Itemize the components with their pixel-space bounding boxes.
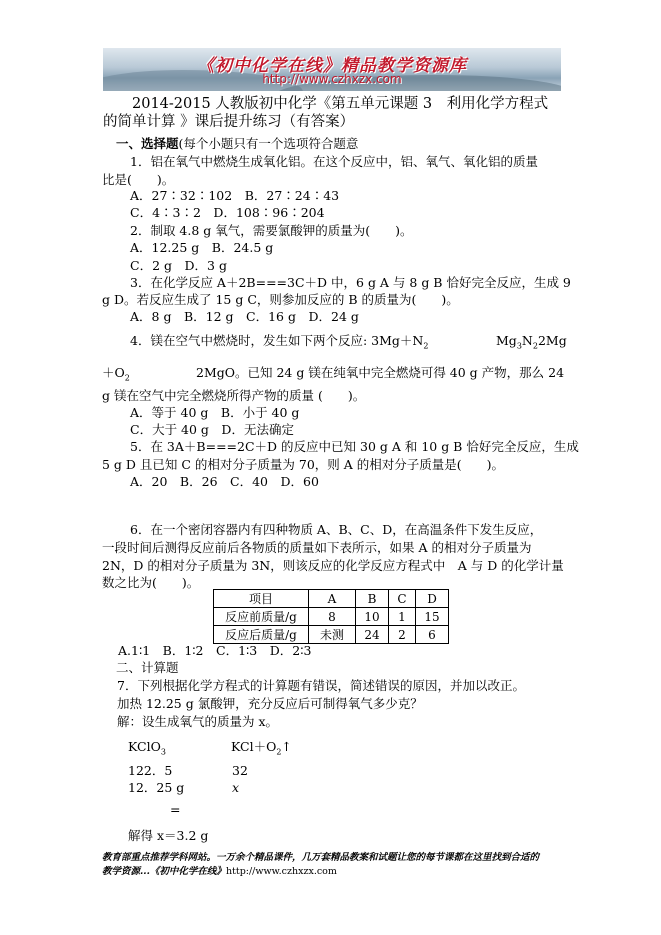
table-header-cell: 项目 [214,590,309,608]
section1-note: (每个小题只有一个选项符合题意 [178,136,359,151]
banner-title: 《初中化学在线》精品教学资源库 [197,56,467,76]
q7-result: 解得 x＝3.2 g [128,828,209,843]
footer-site-name: 教学资源...《初中化学在线》 [102,866,226,877]
table-cell: 6 [416,626,449,644]
q7-molar-mass-1: 122．5 [128,763,173,778]
table-header-cell: C [389,590,416,608]
q6-line3: 2N，D 的相对分子质量为 3N，则该反应的化学反应方程式中 A 与 D 的化学计量 [102,558,564,573]
table-header-cell: B [356,590,389,608]
q4-line1-sub: 2 [423,341,429,351]
q7-eq-kclo: KClO [128,739,161,754]
table-cell: 15 [416,608,449,626]
q3-options: A．8 g B．12 g C．16 g D．24 g [130,309,359,324]
q6-line4: 数之比为( )。 [102,575,200,590]
table-header-row [214,590,449,608]
doc-title-line2: 的简单计算 》课后提升练习（有答案） [103,114,355,130]
q6-line1: 6．在一个密闭容器内有四种物质 A、B、C、D，在高温条件下发生反应， [130,522,543,537]
table-cell: 24 [356,626,389,644]
q2-options-1: A．12.25 g B．24.5 g [130,240,274,255]
q7-eq-sub3: 3 [160,747,166,757]
table-cell: 反应后质量/g [214,626,309,644]
q4-options-2: C．大于 40 g D．无法确定 [130,422,294,437]
q4-line2-sub: 2 [124,373,130,383]
table-header-cell: A [309,590,356,608]
q7-equals: = [170,802,181,817]
banner-url-link[interactable]: http://www.czhxzx.com [262,72,402,86]
q7-molar-mass-2: 32 [232,763,248,778]
q4-product-sub1: 3 [516,341,522,351]
q1-line2: 比是( )。 [102,172,175,187]
q7-unknown: x [232,780,240,795]
q4-line3: g 镁在空气中完全燃烧所得产物的质量 ( )。 [102,388,366,403]
q4-line1-text: 4．镁在空气中燃烧时，发生如下两个反应: 3Mg＋N [130,333,424,348]
q4-product-n: N [521,333,533,348]
q1-line1: 1．铝在氧气中燃烧生成氧化铝。在这个反应中，铝、氧气、氧化铝的质量 [130,154,538,169]
q3-line2: g D。若反应生成了 15 g C，则参加反应的 B 的质量为( )。 [102,292,459,307]
table-row [214,626,449,644]
table-row [214,608,449,626]
q4-line2-o: ＋O [102,365,125,380]
table-cell: 反应前质量/g [214,608,309,626]
q6-line2: 一段时间后测得反应前后各物质的质量如下表所示，如果 A 的相对分子质量为 [102,540,532,555]
table-header-cell: D [416,590,449,608]
footer-url-link[interactable]: http://www.czhxzx.com [225,866,337,877]
q7-line1: 7．下列根据化学方程式的计算题有错误，简述错误的原因，并加以改正。 [117,678,525,693]
table-cell: 2 [389,626,416,644]
header-banner [103,48,561,91]
section1-heading: 一、选择题 [116,136,179,151]
q4-product-formula [496,334,567,354]
q7-solution-intro: 解：设生成氧气的质量为 x。 [117,714,279,729]
doc-title-line1: 2014-2015 人教版初中化学《第五单元课题 3 利用化学方程式 [132,96,549,112]
q7-line2: 加热 12.25 g 氯酸钾，充分反应后可制得氧气多少克？ [117,696,423,711]
q1-options-2: C．4∶3∶2 D．108∶96∶204 [130,205,325,220]
q5-line2: 5 g D 且已知 C 的相对分子质量为 70，则 A 的相对分子质量是( )。 [102,457,505,472]
q7-equation-right [231,740,292,760]
q4-options-1: A．等于 40 g B．小于 40 g [130,405,300,420]
q4-line2-rest: 2MgO。已知 24 g 镁在纯氧中完全燃烧可得 40 g 产物，那么 24 [196,365,565,380]
footer-line1: 教育部重点推荐学科网站。一万余个精品课件，几万套精品教案和试题让您的每节课都在这里找到合适的 [102,852,540,863]
q2-line1: 2．制取 4.8 g 氧气，需要氯酸钾的质量为( )。 [130,223,413,238]
q4-product-mg: Mg [496,333,517,348]
q4-line2-start [102,366,130,386]
q2-options-2: C．2 g D．3 g [130,258,227,273]
section2-heading: 二、计算题 [116,660,179,675]
table-cell: 未测 [309,626,356,644]
q5-options: A．20 B．26 C．40 D．60 [130,474,319,489]
q7-given-mass: 12．25 g [128,780,185,795]
q7-equation-left [128,740,166,760]
q4-line1 [130,334,428,354]
q4-product-sub2: 2 [532,341,538,351]
table-cell: 10 [356,608,389,626]
footer-line2 [102,865,572,879]
q6-options: A.1∶1 B．1∶2 C．1∶3 D．2∶3 [118,643,312,658]
q7-eq-arrow: ↑ [281,739,292,754]
q5-line1: 5．在 3A＋B===2C＋D 的反应中已知 30 g A 和 10 g B 恰好完全反应，生成 [130,439,579,454]
table-cell: 8 [309,608,356,626]
q7-eq-sub2: 2 [276,747,282,757]
q3-line1: 3．在化学反应 A＋2B===3C＋D 中，6 g A 与 8 g B 恰好完全反应，生成 9 [130,275,571,290]
section1-heading-row [116,137,358,151]
q1-options-1: A．27∶32∶102 B．27∶24∶43 [130,188,340,203]
table-cell: 1 [389,608,416,626]
q4-product-end: 2Mg [537,333,567,348]
footer-ad [102,851,572,879]
q7-eq-kcl-o: KCl＋O [231,739,277,754]
mass-table [213,589,449,644]
